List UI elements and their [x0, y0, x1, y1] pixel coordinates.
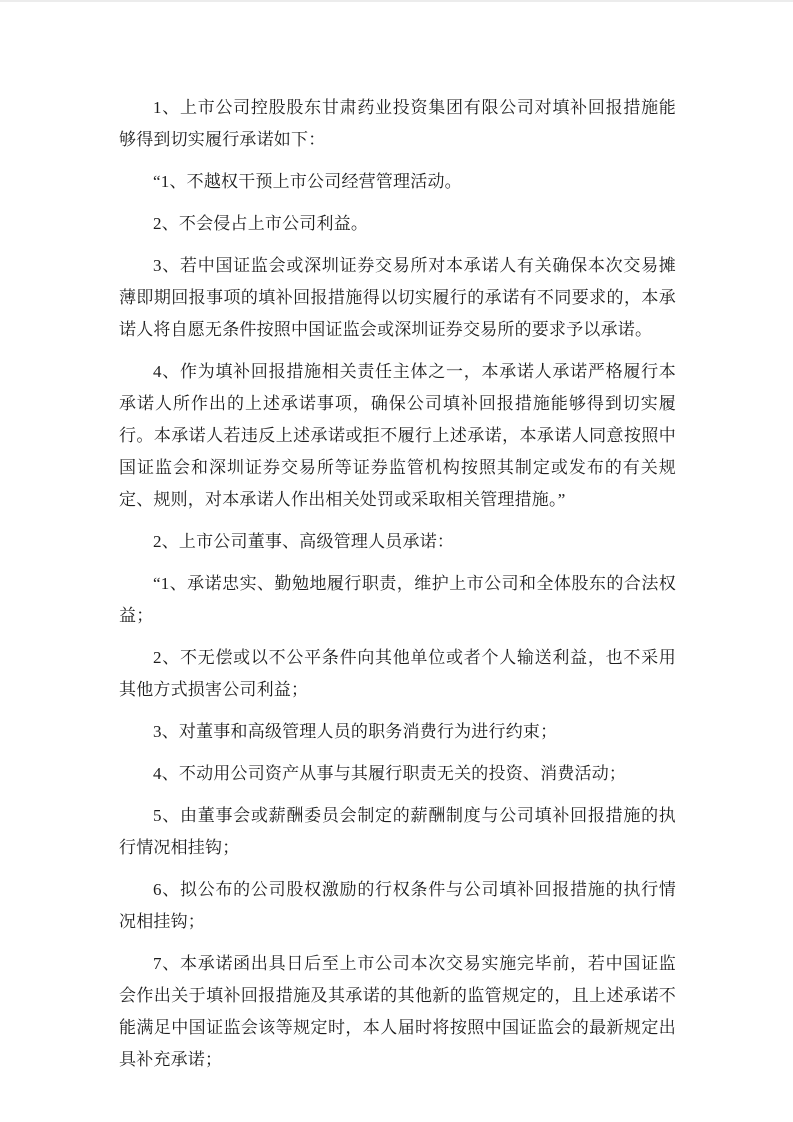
page-top-edge: [0, 0, 793, 2]
paragraph-director-commitment-3: 3、对董事和高级管理人员的职务消费行为进行约束；: [153, 722, 558, 741]
paragraph-director-commitment-6: 6、拟公布的公司股权激励的行权条件与公司填补回报措施的执行情况相挂钩；: [119, 880, 676, 931]
paragraph-controlling-shareholder-intro: 1、上市公司控股股东甘肃药业投资集团有限公司对填补回报措施能够得到切实履行承诺如下：: [119, 98, 676, 149]
paragraph-commitment-1: “1、不越权干预上市公司经营管理活动。: [153, 172, 462, 191]
document-body: [119, 92, 676, 1086]
paragraph-director-commitment-7: 7、本承诺函出具日后至上市公司本次交易实施完毕前，若中国证监会作出关于填补回报措施及其承诺的其他新的监管规定的，且上述承诺不能满足中国证监会该等规定时，本人届时将按照中国证监会的最新规定出具补充承诺；: [119, 954, 676, 1069]
paragraph-commitment-4: 4、作为填补回报措施相关责任主体之一，本承诺人承诺严格履行本承诺人所作出的上述承诺事项，确保公司填补回报措施能够得到切实履行。本承诺人若违反上述承诺或拒不履行上述承诺，本承诺人同意按照中国证监会和深圳证券交易所等证券监管机构按照其制定或发布的有关规定、规则，对本承诺人作出相关处罚或采取相关管理措施。”: [119, 362, 676, 509]
paragraph-directors-intro: 2、上市公司董事、高级管理人员承诺：: [153, 532, 455, 551]
paragraph-commitment-2: 2、不会侵占上市公司利益。: [153, 214, 369, 233]
paragraph-commitment-3: 3、若中国证监会或深圳证券交易所对本承诺人有关确保本次交易摊薄即期回报事项的填补回报措施得以切实履行的承诺有不同要求的，本承诺人将自愿无条件按照中国证监会或深圳证券交易所的要求予以承诺。: [119, 256, 676, 339]
paragraph-director-commitment-5: 5、由董事会或薪酬委员会制定的薪酬制度与公司填补回报措施的执行情况相挂钩；: [119, 806, 676, 857]
paragraph-director-commitment-2: 2、不无偿或以不公平条件向其他单位或者个人输送利益，也不采用其他方式损害公司利益；: [119, 648, 676, 699]
paragraph-director-commitment-4: 4、不动用公司资产从事与其履行职责无关的投资、消费活动；: [153, 764, 627, 783]
paragraph-director-commitment-1: “1、承诺忠实、勤勉地履行职责，维护上市公司和全体股东的合法权益；: [119, 574, 676, 625]
